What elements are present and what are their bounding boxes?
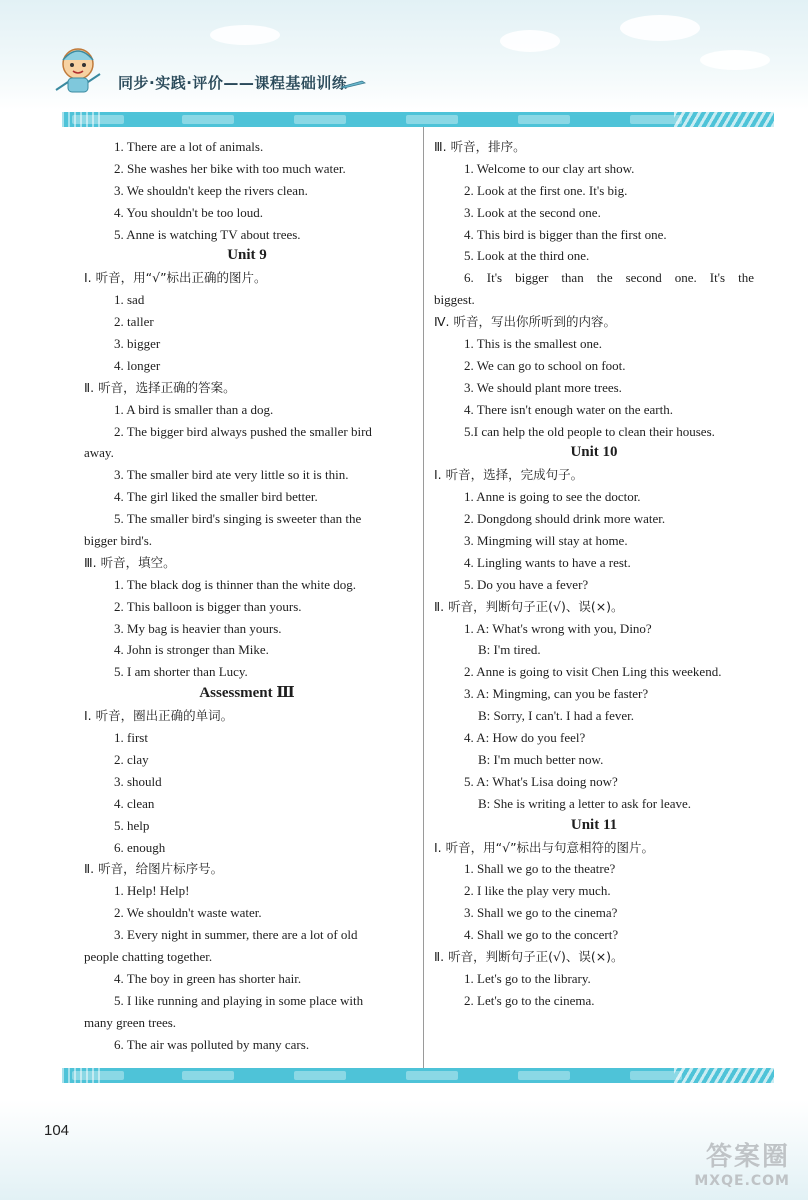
tape-label xyxy=(406,1071,458,1080)
section-heading: Ⅱ. 听音，选择正确的答案。 xyxy=(84,379,236,395)
list-item: 5. A: What's Lisa doing now? xyxy=(464,773,618,789)
left-column xyxy=(84,136,410,1055)
section-heading: Ⅲ. 听音，排序。 xyxy=(434,139,526,154)
right-column xyxy=(434,136,754,1012)
list-item: 2. We shouldn't waste water. xyxy=(114,905,262,921)
list-item: 3. A: Mingming, can you be faster? xyxy=(464,686,649,702)
list-item: 1. Shall we go to the theatre? xyxy=(464,861,616,877)
word: than xyxy=(561,270,584,286)
tape-label xyxy=(72,1071,124,1080)
section-heading: Ⅱ. 听音，给图片标序号。 xyxy=(84,861,224,877)
list-item: 2. taller xyxy=(114,314,154,330)
list-item: 3. The smaller bird ate very little so it is thin. xyxy=(114,467,349,483)
list-item: 2. I like the play very much. xyxy=(464,883,611,899)
list-item: 1. A: What's wrong with you, Dino? xyxy=(464,620,652,636)
unit-title: Assessment Ⅲ xyxy=(199,685,295,702)
word: 6. xyxy=(464,270,474,286)
list-item: 5. help xyxy=(114,817,150,833)
list-item: 4. clean xyxy=(114,795,155,811)
section-heading: Ⅰ. 听音，用“√”标出与句意相符的图片。 xyxy=(434,839,655,855)
word: one. xyxy=(674,270,697,286)
cloud-decoration xyxy=(500,30,560,52)
list-item: 1. Help! Help! xyxy=(114,883,190,899)
tape-label xyxy=(72,115,124,124)
cloud-decoration xyxy=(210,25,280,45)
list-item: 4. Lingling wants to have a rest. xyxy=(464,554,631,570)
list-item: 4. The boy in green has shorter hair. xyxy=(114,970,302,986)
list-item: 6. The air was polluted by many cars. xyxy=(114,1036,310,1052)
list-item: 5.I can help the old people to clean their houses. xyxy=(464,423,715,439)
tape-label xyxy=(182,1071,234,1080)
footer-background xyxy=(0,1100,808,1200)
line-continuation: away. xyxy=(84,445,114,461)
section-heading: Ⅱ. 听音，判断句子正(√)、误(×)。 xyxy=(434,598,624,614)
section-heading: Ⅰ. 听音，选择，完成句子。 xyxy=(434,467,584,483)
list-item: 3. We shouldn't keep the rivers clean. xyxy=(114,182,308,198)
tape-label xyxy=(294,1071,346,1080)
list-item: 1. Anne is going to see the doctor. xyxy=(464,489,641,505)
list-item: 5. Anne is watching TV about trees. xyxy=(114,226,301,242)
section-heading: Ⅱ. 听音，判断句子正(√)、误(×)。 xyxy=(434,948,624,964)
list-item: 3. Every night in summer, there are a lot of old xyxy=(114,927,358,943)
list-item: 5. Look at the third one. xyxy=(464,248,590,264)
word: bigger xyxy=(515,270,549,286)
list-item: 1. There are a lot of animals. xyxy=(114,139,264,154)
word: It's xyxy=(486,270,503,286)
list-item xyxy=(434,267,754,289)
line-continuation: biggest. xyxy=(434,292,475,308)
watermark-line2: MXQE.COM xyxy=(694,1173,790,1189)
tape-stripes xyxy=(674,112,774,127)
watermark xyxy=(694,1136,790,1189)
list-item: 5. I like running and playing in some place with xyxy=(114,992,364,1008)
watermark-line1: 答案圈 xyxy=(705,1142,790,1172)
tape-label xyxy=(182,115,234,124)
line-continuation: many green trees. xyxy=(84,1014,177,1030)
list-item: 1. The black dog is thinner than the white dog. xyxy=(114,576,357,592)
list-item: 2. This balloon is bigger than yours. xyxy=(114,598,302,614)
tape-banner-bottom xyxy=(62,1068,774,1083)
dialogue-line: B: Sorry, I can't. I had a fever. xyxy=(478,708,634,724)
cloud-decoration xyxy=(620,15,700,41)
line-continuation: people chatting together. xyxy=(84,948,213,964)
pen-icon xyxy=(340,79,366,89)
dialogue-line: B: I'm much better now. xyxy=(478,751,604,767)
section-heading: Ⅳ. 听音，写出你所听到的内容。 xyxy=(434,314,616,330)
list-item: 1. A bird is smaller than a dog. xyxy=(114,401,274,417)
list-item: 6. enough xyxy=(114,839,166,855)
tape-label xyxy=(518,1071,570,1080)
list-item: 4. Shall we go to the concert? xyxy=(464,927,619,943)
list-item: 4. There isn't enough water on the earth. xyxy=(464,401,673,417)
list-item: 3. should xyxy=(114,773,162,789)
list-item: 1. This is the smallest one. xyxy=(464,336,603,352)
word: the xyxy=(596,270,613,286)
dialogue-line: B: She is writing a letter to ask for leave. xyxy=(478,795,692,811)
tape-label xyxy=(294,115,346,124)
list-item: 3. Look at the second one. xyxy=(464,204,601,220)
section-heading: Ⅰ. 听音，圈出正确的单词。 xyxy=(84,708,234,724)
list-item: 3. bigger xyxy=(114,336,161,352)
list-item: 2. Dongdong should drink more water. xyxy=(464,511,666,527)
list-item: 5. Do you have a fever? xyxy=(464,576,589,592)
page-number: 104 xyxy=(44,1122,70,1139)
list-item: 1. Welcome to our clay art show. xyxy=(464,160,635,176)
word: the xyxy=(738,270,754,286)
word: It's xyxy=(709,270,726,286)
tape-banner-top xyxy=(62,112,774,127)
list-item: 2. Anne is going to visit Chen Ling this weekend. xyxy=(464,664,722,680)
cloud-decoration xyxy=(700,50,770,70)
list-item: 4. The girl liked the smaller bird better. xyxy=(114,489,318,505)
tape-label xyxy=(406,115,458,124)
list-item: 4. John is stronger than Mike. xyxy=(114,642,269,658)
list-item: 5. The smaller bird's singing is sweeter than the xyxy=(114,511,362,527)
unit-title: Unit 11 xyxy=(570,816,618,833)
list-item: 3. We should plant more trees. xyxy=(464,379,622,395)
list-item: 2. Look at the first one. It's big. xyxy=(464,182,628,198)
section-heading: Ⅰ. 听音，用“√”标出正确的图片。 xyxy=(84,270,267,286)
list-item: 4. A: How do you feel? xyxy=(464,730,586,746)
word: second xyxy=(625,270,662,286)
list-item: 3. Mingming will stay at home. xyxy=(464,533,628,549)
list-item: 2. The bigger bird always pushed the smaller bird xyxy=(114,423,372,439)
list-item: 3. Shall we go to the cinema? xyxy=(464,905,618,921)
dialogue-line: B: I'm tired. xyxy=(478,642,541,658)
tape-label xyxy=(518,115,570,124)
tape-stripes xyxy=(674,1068,774,1083)
list-item: 1. Let's go to the library. xyxy=(464,970,591,986)
list-item: 2. Let's go to the cinema. xyxy=(464,992,595,1008)
unit-title: Unit 9 xyxy=(227,247,267,264)
list-item: 1. sad xyxy=(114,292,145,308)
column-divider xyxy=(423,127,424,1068)
list-item: 4. longer xyxy=(114,357,161,373)
list-item: 1. first xyxy=(114,730,148,746)
unit-title: Unit 10 xyxy=(570,444,618,461)
list-item: 2. We can go to school on foot. xyxy=(464,357,626,373)
list-item: 5. I am shorter than Lucy. xyxy=(114,664,248,680)
mascot-icon xyxy=(48,40,108,100)
list-item: 2. She washes her bike with too much water. xyxy=(114,160,346,176)
list-item: 4. You shouldn't be too loud. xyxy=(114,204,263,220)
section-heading: Ⅲ. 听音，填空。 xyxy=(84,554,176,570)
list-item: 3. My bag is heavier than yours. xyxy=(114,620,282,636)
header-background xyxy=(0,0,808,110)
line-continuation: bigger bird's. xyxy=(84,533,153,549)
list-item: 4. This bird is bigger than the first one. xyxy=(464,226,667,242)
header-title: 同步·实践·评价——课程基础训练 xyxy=(118,74,348,92)
list-item: 2. clay xyxy=(114,751,149,767)
